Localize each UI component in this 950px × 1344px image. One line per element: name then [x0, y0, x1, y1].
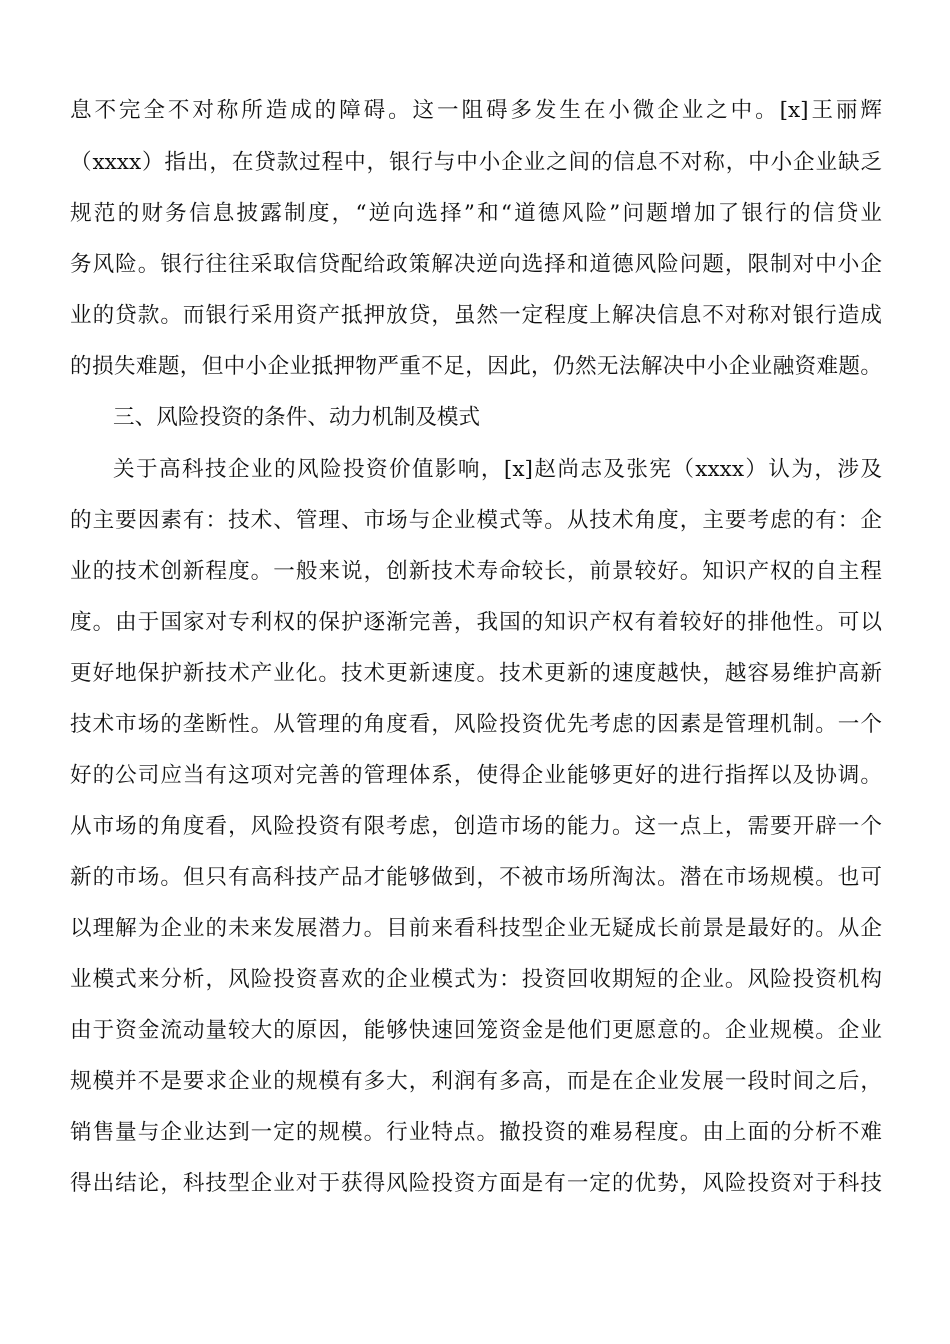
paragraph-2-line-7: 好的公司应当有这项对完善的管理体系，使得企业能够更好的进行指挥以及协调。 — [70, 763, 882, 788]
paragraph-2-line-1: 关于高科技企业的风险投资价值影响，[x]赵尚志及张宪（xxxx）认为，涉及 — [113, 457, 882, 482]
paragraph-1-line-1: 息不完全不对称所造成的障碍。这一阻碍多发生在小微企业之中。[x]王丽辉 — [70, 98, 882, 123]
paragraph-2-line-2: 的主要因素有：技术、管理、市场与企业模式等。从技术角度，主要考虑的有：企 — [70, 508, 882, 533]
paragraph-2-line-10: 以理解为企业的未来发展潜力。目前来看科技型企业无疑成长前景是最好的。从企 — [70, 916, 882, 941]
paragraph-2-line-3: 业的技术创新程度。一般来说，创新技术寿命较长，前景较好。知识产权的自主程 — [70, 559, 882, 584]
paragraph-2-line-5: 更好地保护新技术产业化。技术更新速度。技术更新的速度越快，越容易维护高新 — [70, 661, 882, 686]
paragraph-2-line-9: 新的市场。但只有高科技产品才能够做到，不被市场所淘汰。潜在市场规模。也可 — [70, 865, 882, 890]
paragraph-1-line-2: （xxxx）指出，在贷款过程中，银行与中小企业之间的信息不对称，中小企业缺乏 — [70, 150, 882, 175]
paragraph-2-line-11: 业模式来分析，风险投资喜欢的企业模式为：投资回收期短的企业。风险投资机构 — [70, 967, 882, 992]
paragraph-1-line-3: 规范的财务信息披露制度，“逆向选择”和“道德风险”问题增加了银行的信贷业 — [70, 201, 882, 226]
paragraph-2-line-13: 规模并不是要求企业的规模有多大，利润有多高，而是在企业发展一段时间之后， — [70, 1069, 882, 1094]
paragraph-2-line-14: 销售量与企业达到一定的规模。行业特点。撤投资的难易程度。由上面的分析不难 — [70, 1120, 882, 1145]
paragraph-1-line-5: 业的贷款。而银行采用资产抵押放贷，虽然一定程度上解决信息不对称对银行造成 — [70, 303, 882, 328]
section-heading: 三、风险投资的条件、动力机制及模式 — [113, 405, 481, 430]
paragraph-2-line-15: 得出结论，科技型企业对于获得风险投资方面是有一定的优势，风险投资对于科技 — [70, 1171, 882, 1196]
paragraph-1-line-6: 的损失难题，但中小企业抵押物严重不足，因此，仍然无法解决中小企业融资难题。 — [70, 354, 882, 379]
paragraph-2-line-12: 由于资金流动量较大的原因，能够快速回笼资金是他们更愿意的。企业规模。企业 — [70, 1018, 882, 1043]
paragraph-2-line-4: 度。由于国家对专利权的保护逐渐完善，我国的知识产权有着较好的排他性。可以 — [70, 610, 882, 635]
paragraph-2-line-8: 从市场的角度看，风险投资有限考虑，创造市场的能力。这一点上，需要开辟一个 — [70, 814, 882, 839]
paragraph-2-line-6: 技术市场的垄断性。从管理的角度看，风险投资优先考虑的因素是管理机制。一个 — [70, 712, 882, 737]
paragraph-1-line-4: 务风险。银行往往采取信贷配给政策解决逆向选择和道德风险问题，限制对中小企 — [70, 252, 882, 277]
